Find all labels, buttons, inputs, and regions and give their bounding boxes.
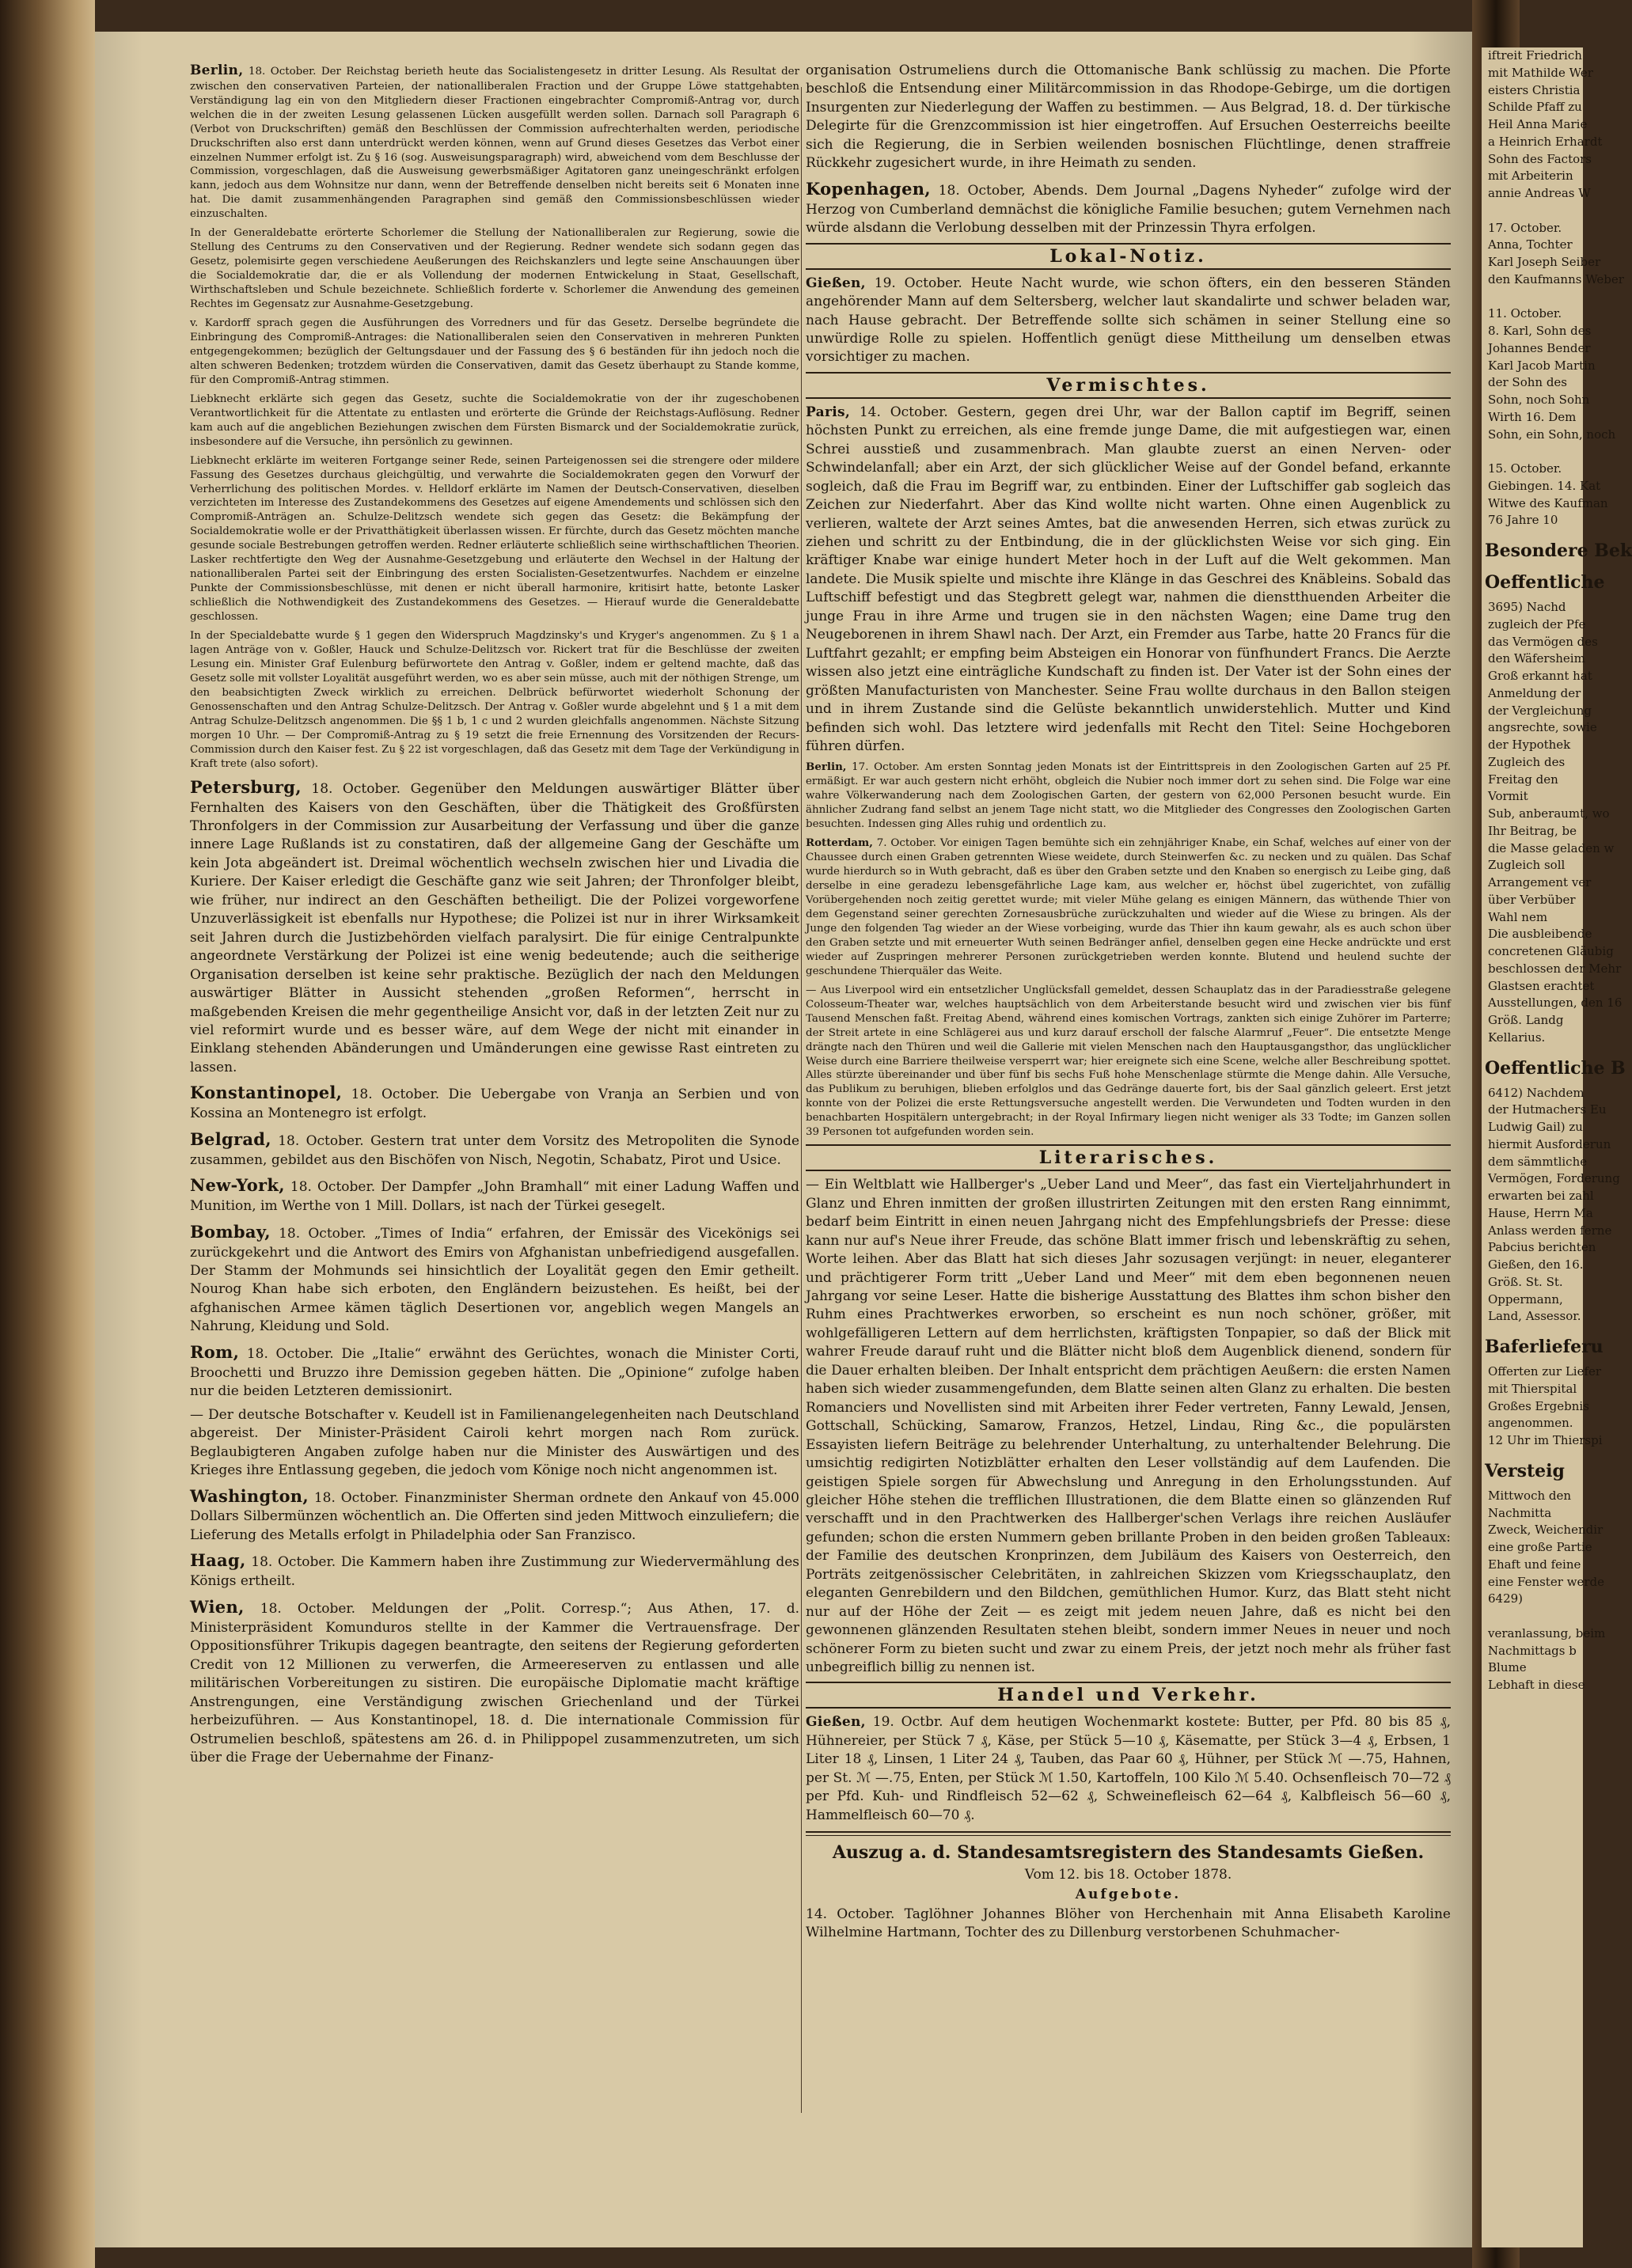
facing-page-line: den Kaufmanns Weber xyxy=(1488,271,1624,286)
facing-page-line: Offerten zur Liefer xyxy=(1488,1364,1602,1379)
facing-page-line: annie Andreas W xyxy=(1488,186,1591,200)
facing-page-line: concretenen Gläubig xyxy=(1488,944,1614,958)
article-paris: Paris, 14. October. Gestern, gegen drei Uhr, war der Ballon captif im Begriff, seinen höchsten Punkt zu erreichen, als eine fremde junge Dame, die mit aufgestiegen war, einen Schrei ausstieß und zusammenbrach. Man glaubte zuerst an einen Nerven- oder Schwindelanfall; aber ein Arzt, der sich glücklicher Weise auf der Gondel befand, erkannte sogleich, daß die Frau im Begriff war, zu entbinden. Einer der Luftschiffer gab sogleich das Zeichen zur Niederfahrt. Aber das Kind wollte nicht warten. Ohne einen Augenblick zu verlieren, waltete der Arzt seines Amtes, bat die anwesenden Herren, sich etwas zurück zu ziehen und schritt zu der Entbindung, die in der glücklichsten Weise vor sich ging. Ein kräftiger Knabe war einige hundert Meter hoch in der Luft auf die Welt gekommen. Man landete. Die Musik spielte und mischte ihre Klänge in das Geschrei des Knäbleins. Sobald das Luftschiff befestigt und das Stegbrett gelegt war, nahmen die dienstthuenden Arbeiter die junge Frau in ihre Arme und trugen sie in den nächsten Wagen; eine Dame trug den Neugeborenen in ihrem Shawl nach. Der Arzt, ein Fremder aus Tarbe, hatte 20 Francs für die Luftfahrt gezahlt; er empfing beim Absteigen ein Honorar von fünfhundert Francs. Die Aerzte wissen also jetzt eine einträgliche Kundschaft zu finden ist. Der Vater ist der Sohn eines der größten Manufacturisten von Manchester. Seine Frau wollte durchaus in den Ballon steigen und in ihrem Zustande sind die Gelüste bekanntlich unwiderstehlich. Mutter und Kind befinden sich wohl. Das letztere wird jedenfalls mit Recht den Titel: Seine Hochgeboren führen dürfen. xyxy=(806,404,1452,755)
facing-page-line: der Hypothek xyxy=(1488,738,1571,752)
facing-page-line: erwarten bei zahl xyxy=(1488,1189,1594,1203)
facing-page-line: Schilde Pfaff zu xyxy=(1488,100,1582,115)
registry-period: Vom 12. bis 18. October 1878. xyxy=(1024,1867,1232,1883)
left-column xyxy=(190,62,799,2230)
facing-page-line: Vormit xyxy=(1488,789,1528,804)
article-berlin-p5: Liebknecht erklärte im weiteren Fortgange seiner Rede, seinen Parteigenossen sei die strengere oder mildere Fassung des Gesetzes durchaus gleichgültig, und verwahrte die Socialdemokraten gegen den Vorwurf der Verherrlichung des politischen Mordes. v. Helldorf erklärte im Namen der Deutsch-Conservativen, dieselben verzichteten im Interesse des Zustandekommens des Gesetzes auf eigene Amendements und schlössen sich den Compromiß-Anträgen an. Schulze-Delitzsch wendete sich gegen das Gesetz: die Bekämpfung der Socialdemokratie wolle er der Privatthätigkeit überlassen wissen. Er fürchte, durch das Gesetz möchten manche gesunde sociale Bestrebungen getroffen werden. Redner erläuterte schließlich seine wirthschaftlichen Theorien. Lasker rechtfertigte den Weg der Ausnahme-Gesetzgebung und erläuterte den Wechsel in der Haltung der nationalliberalen Partei seit der Einbringung des ersten Socialisten-Gesetzentwurfes. Nachdem er einzelne Punkte der Commissionsbeschlüsse, mit denen er nicht überall harmonire, kritisirt hatte, betonte Lasker schließlich die Nothwendigkeit des Zustandekommens des Gesetzes. — Hierauf wurde die Generaldebatte geschlossen. xyxy=(190,454,799,624)
facing-page-line: Größ. St. St. xyxy=(1488,1274,1563,1289)
facing-page-line: 6429) xyxy=(1488,1591,1524,1606)
facing-page-line: eine große Partie xyxy=(1488,1540,1592,1554)
facing-page-line: zugleich der Pfe xyxy=(1488,616,1586,631)
article-kopenhagen: Kopenhagen, 18. October, Abends. Dem Journal „Dagens Nyheder“ zufolge wird der Herzog von Cumberland demnächst die königliche Familie besuchen; gutem Vernehmen nach würde alsdann die Verlobung desselben mit der Prinzessin Thyra erfolgen. xyxy=(806,178,1451,237)
dateline-newyork: New-York, xyxy=(190,1175,285,1196)
facing-page-line: Anna, Tochter xyxy=(1488,237,1573,252)
article-liverpool: — Aus Liverpool wird ein entsetzlicher Unglücksfall gemeldet, dessen Schauplatz das in der Paradiesstraße gelegene Colosseum-Theater war, welches hauptsächlich von dem Arbeiterstande besucht wird und zwischen vier bis fünf Tausend Menschen faßt. Freitag Abend, während eines komischen Vortrags, zankten sich einige Zuhörer im Parterre; der Streit artete in eine Schlägerei aus und kurz darauf erscholl der falsche Alarmruf „Feuer“. Die entsetzte Menge drängte nach den Thüren und weil die Gallerie mit vielen Menschen nach den Hauptausgangsthor, das unglücklicher Weise durch eine Barriere theilweise versperrt war; hier ereignete sich eine Scene, welche aller Beschreibung spottet. Alles stürzte übereinander und über fünf bis sechs Fuß hohe Menschenlage stürmte die Menge dahin. Alle Versuche, das Publikum zu beruhigen, blieben erfolglos und das Gedränge dauerte fort, bis der Saal gänzlich geleert. Erst jetzt konnte von der Polizei die erste Rettungsversuche angestellt werden. Die Verwundeten und Todten wurden in den benachbarten Hospitälern untergebracht; in der Royal Infirmary liegen nicht weniger als 33 Todte; im Ganzen sollen 39 Personen tot aufgefunden worden sein. xyxy=(806,984,1451,1139)
facing-page-line: Freitag den xyxy=(1488,772,1558,787)
article-berlin-p3: v. Kardorff sprach gegen die Ausführungen des Vorredners und für das Gesetz. Derselbe begründete die Einbringung des Compromiß-Antrages: die Nationalliberalen seien den Conservativen in mehreren Punkten entgegengekommen; bezüglich der Geltungsdauer und der Fassung des § 6 beständen für ihn jedoch noch die alten schweren Bedenken; trotzdem würden die Conservativen, damit das Gesetz überhaupt zu Stande komme, für den Compromiß-Antrag stimmen. xyxy=(190,317,799,386)
facing-page-line: den Wäfersheim xyxy=(1488,651,1585,666)
facing-page-line: eisters Christia xyxy=(1488,82,1581,97)
facing-page-heading: Oeffentliche B xyxy=(1485,1057,1626,1079)
facing-page-line: Wahl nem xyxy=(1488,909,1548,924)
facing-page-line: veranlassung, beim xyxy=(1488,1625,1606,1640)
facing-page-line: Hause, Herrn Ma xyxy=(1488,1205,1593,1220)
facing-page-line: a Heinrich Erhardt xyxy=(1488,134,1603,149)
section-heading-lokal: Lokal-Notiz. xyxy=(806,243,1451,270)
facing-page-line: Blume xyxy=(1488,1660,1527,1675)
article-washington: Washington, 18. October. Finanzminister Sherman ordnete den Ankauf von 45.000 Dollars Silbermünzen wöchentlich an. Die Offerten sind jeden Mittwoch einzuliefern; die Lieferung des Metalls erfolgt in Philadelphia oder San Franzisco. xyxy=(190,1485,799,1543)
facing-page-line: mit Arbeiterin xyxy=(1488,169,1573,184)
article-haag: Haag, 18. October. Die Kammern haben ihre Zustimmung zur Wiedervermählung des Königs ertheilt. xyxy=(190,1550,800,1590)
dateline-rom: Rom, xyxy=(190,1341,240,1362)
facing-page-line: das Vermögen des xyxy=(1488,634,1598,649)
section-heading-literarisches: Literarisches. xyxy=(806,1144,1451,1171)
facing-page-line: der Vergleichung xyxy=(1488,703,1592,718)
dateline-berlin-zoo: Berlin, xyxy=(806,760,847,774)
facing-page-line: Sub, anberaumt, wo xyxy=(1488,806,1610,821)
dateline-belgrad: Belgrad, xyxy=(190,1128,271,1149)
facing-page-line: Die ausbleibende xyxy=(1488,927,1592,942)
dateline-paris: Paris, xyxy=(806,404,851,420)
article-berlin-p4: Liebknecht erklärte sich gegen das Gesetz, suchte die Socialdemokratie von der ihr zugeschobenen Verantwortlichkeit für die Attentate zu entlasten und erörterte die Gründe der Reichstags-Auflösung. Redner kam auch auf die angeblichen Beziehungen zwischen dem Fürsten Bismarck und der Socialdemokratie zurück, insbesondere auf die Versuche, ihn persönlich zu gewinnen. xyxy=(190,393,799,448)
dateline-kopenhagen: Kopenhagen, xyxy=(806,178,931,199)
facing-page-line: Oppermann, xyxy=(1488,1291,1563,1307)
facing-page-text-block xyxy=(1482,599,1623,1047)
facing-page-line xyxy=(1488,1608,1583,1625)
article-bombay: Bombay, 18. October. „Times of India“ erfahren, der Emissär des Vicekönigs sei zurückgekehrt und die Antwort des Emirs von Afghanistan unbefriedigend ausgefallen. Der Stamm der Mohmunds sei hinsichtlich der Loyalität gegen den Emir getheilt. Nourog Khan habe sich erboten, den Engländern beizustehen. Es heißt, bei der afghanischen Armee kämen täglich Desertionen vor, angeblich wegen Mangels an Nahrung, Kleidung und Sold. xyxy=(190,1221,800,1335)
facing-page-line: Mittwoch den xyxy=(1488,1488,1572,1503)
dateline-bombay: Bombay, xyxy=(190,1221,271,1242)
facing-page-line: Giebingen. 14. Kat xyxy=(1488,478,1601,493)
book-binding-left xyxy=(0,0,95,2268)
article-wien: Wien, 18. October. Meldungen der „Polit. Corresp.“; Aus Athen, 17. d. Ministerpräsident Komunduros stellte in der Kammer die Vertrauensfrage. Der Oppositionsführer Trikupis dagegen beantragte, den seitens der Regierung geforderten Credit von 12 Millionen zu verwerfen, die Armeereserven zu entlassen und alle militärischen Vorbereitungen zu sistiren. Die europäische Diplomatie macht kräftige Anstrengungen, eine Verständigung zwischen Griechenland und der Türkei herbeizuführen. — Aus Konstantinopel, 18. d. Die internationale Commission für Ostrumelien beschloß, spätestens am 26. d. in Philippopel zusammenzutreten, um sich über die Frage der Uebernahme der Finanz- xyxy=(190,1596,799,1765)
facing-page-line: Pabcius berichten xyxy=(1488,1240,1596,1255)
article-rotterdam: Rotterdam, 7. October. Vor einigen Tagen bemühte sich ein zehnjähriger Knabe, ein Schaf, welches auf einer von der Chaussee durch einen Graben getrennten Wiese weidete, durch Steinwerfen &c. zu necken und zu quälen. Das Schaf wurde hierdurch so in Wuth gebracht, daß es über den Graben setzte und den Knaben so energisch zu Leibe ging, daß derselbe in eine geradezu lebensgefährliche Lage kam, aus welcher er, höchst übel zugerichtet, von zufällig Vorübergehenden noch zeitig gerettet wurde; mit vieler Mühe gelang es einigen Männern, das wüthende Thier von dem Gegenstand seiner gerechten Zornesausbrüche zurückzuhalten und wieder auf die Wiese zu bringen. Als der Junge den folgenden Tag wieder an der Wiese vorbeiging, wurde das Thier ihn kaum gewahr, als es auch schon über den Graben setzte und mit erneuerter Wuth seinen Bedränger anfiel, denselben gegen eine Hecke andrückte und erst wieder auf Zuspringen mehrerer Personen zurückgetrieben werden konnte. Blutend und heulend suchte der geschundene Thierquäler das Weite. xyxy=(806,836,1451,977)
facing-page-line: 76 Jahre 10 xyxy=(1488,513,1558,528)
facing-page-line: Zugleich des xyxy=(1488,754,1566,769)
facing-page-line: die Masse geladen w xyxy=(1488,840,1615,855)
facing-page-line: Zugleich soll xyxy=(1488,858,1566,873)
section-rule xyxy=(806,1831,1451,1836)
facing-page-line: Ludwig Gail) zu xyxy=(1488,1120,1583,1134)
dateline-rotterdam: Rotterdam, xyxy=(806,836,873,850)
dateline-haag: Haag, xyxy=(190,1550,246,1571)
facing-page-line: 12 Uhr im Thierspi xyxy=(1488,1433,1603,1447)
facing-page-line: Sohn, noch Sohn xyxy=(1488,393,1590,407)
facing-page-line: Karl Joseph Seiber xyxy=(1488,255,1601,269)
article-berlin-p6: In der Specialdebatte wurde § 1 gegen den Widerspruch Magdzinsky's und Kryger's angenommen. Zu § 1 a lagen Anträge von v. Goßler, Hauck und Schulze-Delitzsch vor. Rickert trat für die Beschlüsse der zweiten Lesung ein. Minister Graf Eulenburg befürwortete den Antrag v. Goßler, indem er geltend machte, daß das Gesetz solle mit vollster Loyalität ausgeführt werden, wo es aber sein müsse, auch mit der nöthigen Strenge, um den beabsichtigten Zweck wirklich zu erreichen. Delbrück befürwortet wiederholt Schonung der Genossenschaften und den Antrag Schulze-Delitzsch. Der Antrag v. Goßler wurde abgelehnt und § 1 a mit dem Antrag Schulze-Delitzsch angenommen. Die §§ 1 b, 1 c und 2 wurden gleichfalls angenommen. Nächste Sitzung morgen 10 Uhr. — Der Compromiß-Antrag zu § 19 setzt die freie Ernennung des Vorsitzenden der Recurs-Commission durch den Kaiser fest. Zu § 22 ist vorgeschlagen, daß das Gesetz mit dem Tage der Verkündigung in Kraft trete (also sofort). xyxy=(190,630,799,770)
facing-page-line: der Sohn des xyxy=(1488,375,1567,390)
facing-page-line: angenommen. xyxy=(1488,1416,1573,1431)
facing-page-line: Ehaft und feine xyxy=(1488,1557,1581,1572)
facing-page-line: Anlass werden ferne xyxy=(1488,1223,1612,1238)
article-konstantinopel: Konstantinopel, 18. October. Die Uebergabe von Vranja an Serbien und von Kossina an Montenegro ist erfolgt. xyxy=(190,1083,800,1122)
facing-page-line: Gießen, den 16. xyxy=(1488,1257,1584,1272)
facing-page-line: Nachmitta xyxy=(1488,1505,1552,1520)
dateline-petersburg: Petersburg, xyxy=(190,776,302,797)
facing-page-line: iftreit Friedrich xyxy=(1488,48,1582,63)
facing-page-heading: Oeffentliche xyxy=(1485,572,1605,593)
facing-page-line: 8. Karl, Sohn des xyxy=(1488,324,1592,338)
right-column xyxy=(806,62,1451,2230)
facing-page-line: Karl Jacob Martin xyxy=(1488,358,1596,373)
facing-page-line: Heil Anna Marie xyxy=(1488,117,1588,131)
facing-page-line: Ihr Beitrag, be xyxy=(1488,823,1577,838)
facing-page-line xyxy=(1488,289,1583,306)
facing-page-line: hiermit Ausforderun xyxy=(1488,1136,1611,1151)
facing-page-line: Land, Assessor. xyxy=(1488,1309,1581,1324)
facing-page-line: beschlossen der Mehr xyxy=(1488,961,1622,976)
facing-page-line: mit Mathilde Wer xyxy=(1488,65,1593,80)
facing-page-line: Größ. Landg xyxy=(1488,1013,1564,1027)
article-continuation: organisation Ostrumeliens durch die Ottomanische Bank schlüssig zu machen. Die Pforte beschloß die Entsendung einer Militärcommission in das Rhodope-Gebirge, um die dortigen Insurgenten zur Niederlegung der Waffen zu bestimmen. — Aus Belgrad, 18. d. Der türkische Delegirte für die Grenzcommission ist hier eingetroffen. Auf Ersuchen Oesterreichs beeilte sich die Regierung, die in Serbien weilenden bosnischen Flüchtlinge, denen straffreie Rückkehr zugesichert wurde, in ihre Heimath zu senden. xyxy=(806,63,1451,172)
facing-page-line xyxy=(1488,203,1583,220)
article-rom-p2: — Der deutsche Botschafter v. Keudell ist in Familienangelegenheiten nach Deutschland abgereist. Der Minister-Präsident Cairoli kehrt morgen nach Rom zurück. Beglaubigteren Angaben zufolge haben nur die Minister des Auswärtigen und des Krieges ihre Entlassung gegeben, die jedoch vom Könige noch nicht angenommen ist. xyxy=(190,1406,799,1479)
facing-page-line: Witwe des Kaufman xyxy=(1488,495,1608,510)
facing-page-line: 17. October. xyxy=(1488,220,1562,235)
facing-page-line: Wirth 16. Dem xyxy=(1488,409,1577,424)
facing-page-line: Lebhaft in diese xyxy=(1488,1678,1585,1692)
facing-page-line: Großes Ergebnis xyxy=(1488,1398,1589,1413)
facing-page-line: Groß erkannt hat xyxy=(1488,669,1592,683)
facing-page-line: Johannes Bender xyxy=(1488,340,1591,355)
registry-subheading: Aufgebote. xyxy=(1075,1886,1182,1902)
section-heading-vermischtes: Vermischtes. xyxy=(806,372,1451,399)
facing-page-line: Kellarius. xyxy=(1488,1030,1546,1045)
facing-page-line: Arrangement ver xyxy=(1488,875,1592,889)
dateline-giessen: Gießen, xyxy=(806,275,866,291)
facing-page-line: über Verbüber xyxy=(1488,892,1576,907)
facing-page-line: Glastsen erachtet xyxy=(1488,978,1595,993)
article-berlin-p2: In der Generaldebatte erörterte Schorlemer die Stellung der Nationalliberalen zur Regierung, sowie die Stellung des Centrums zu den Conservativen und der Regierung. Redner wendete sich sodann gegen das Gesetz, polemisirte gegen verschiedene Aeußerungen des Reichskanzlers und legte seine Anschauungen über die Socialdemokratie dar, die er als Vollendung der modernen Entwickelung in Staat, Gesellschaft, Wirthschaftsleben und Schule bezeichnete. Schließlich forderte v. Schorlemer die Anwendung des gemeinen Rechtes im Gegensatz zur Ausnahme-Gesetzgebung. xyxy=(190,227,799,311)
facing-page-line: Nachmittags b xyxy=(1488,1643,1577,1658)
facing-page-line: der Hutmachers Eu xyxy=(1488,1102,1607,1117)
article-berlin-zoo: Berlin, 17. October. Am ersten Sonntag jeden Monats ist der Eintrittspreis in den Zoologischen Garten auf 25 Pf. ermäßigt. Er war auch gestern nicht erhöht, obgleich die Nubier noch immer dort zu sehen sind. Die Folge war eine wahre Völkerwanderung nach dem Zoologischen Garten, der gestern von 62,000 Personen besucht wurde. Ein ähnlicher Zudrang fand selbst an jenem Tage nicht statt, wo die Mitglieder des Congresses den Zoologischen Garten besuchten. Indessen ging Alles ruhig und ordentlich zu. xyxy=(806,760,1452,831)
article-newyork: New-York, 18. October. Der Dampfer „John Bramhall“ mit einer Ladung Waffen und Munition, im Werthe von 1 Mill. Dollars, ist nach der Türkei gesegelt. xyxy=(190,1175,800,1215)
facing-page-line: 11. October. xyxy=(1488,306,1562,321)
facing-page-line: Vermögen, Forderung xyxy=(1488,1171,1620,1186)
article-handel: Gießen, 19. Octbr. Auf dem heutigen Wochenmarkt kostete: Butter, per Pfd. 80 bis 85 ₰, Hühnereier, per Stück 7 ₰, Käse, per Stück 5—10 ₰, Käsematte, per Stück 3—4 ₰, Erbsen, 1 Liter 18 ₰, Linsen, 1 Liter 24 ₰, Tauben, das Paar 60 ₰, Hühner, per Stück ℳ —.75, Hahnen, per St. ℳ —.75, Enten, per Stück ℳ 1.50, Kartoffeln, 100 Kilo ℳ 5.40. Ochsenfleisch 70—72 ₰ per Pfd. Kuh- und Rindfleisch 52—62 ₰, Schweinefleisch 62—64 ₰, Kalbfleisch 56—60 ₰, Hammelfleisch 60—70 ₰. xyxy=(806,1714,1452,1823)
article-rom: Rom, 18. October. Die „Italie“ erwähnt des Gerüchtes, wonach die Minister Corti, Broochetti und Bruzzo ihre Demission gegeben hätten. Die „Opinione“ zufolge haben nur die beiden Letzteren demissionirt. xyxy=(190,1341,800,1400)
facing-page-text-block xyxy=(1482,1085,1620,1326)
article-literarisches: — Ein Weltblatt wie Hallberger's „Ueber Land und Meer“, das fast ein Vierteljahrhundert in Glanz und Ehren inmitten der großen illustrirten Zeitungen mit den ersten Rang einnimmt, bedarf beim Eintritt in einen neuen Jahrgang nicht des Empfehlungsbriefs der Presse: diese kann nur auf's Neue ihrer Freude, das schöne Blatt immer frisch und lebenskräftig zu sehen, Worte leihen. Aber das Blatt hat sich dieses Jahr sozusagen verjüngt: in neuer, eleganterer und prächtigerer Form tritt „Ueber Land und Meer“ mit dem eben begonnenen neuen Jahrgang vor seine Leser. Hatte die bisherige Ausstattung des Blattes ihm schon bisher den Ruhm eines Prachtwerkes erworben, so erscheint es nun noch schöner, größer, mit wohlgefälligeren Lettern auf dem herrlichsten, kräftigsten Tonpapier, so daß der Blick mit wahrer Freude darauf ruht und die Blätter nicht bloß dem Augenblick dienend, sondern für die Dauer erhalten bleiben. Der Inhalt entspricht dem prächtigen Aeußern: die ersten Namen haben sich wieder zusammengefunden, dem Blatte seinen alten Glanz zu erhalten. Die besten Romanciers und Novellisten sind mit Arbeiten ihrer Feder vertreten, Fanny Lewald, Jensen, Gottschall, Schücking, Samarow, Franzos, Hetzel, Lindau, Ring &c., die populärsten Essayisten liefern Beiträge zu belehrender Unterhaltung, zu unterhaltender Belehrung. Die umsichtig redigirten Notizblätter erhalten den Leser vollständig auf dem Laufenden. Die geistigen Spiele sorgen für Abwechslung und Anregung in den Erholungsstunden. Auf gleicher Höhe stehen die trefflichen Illustrationen, die dem Blatte einen so glänzenden Ruf verschafft und in den Prachtwerken des Hallberger'schen Verlags ihre reichen Ausläufer gefunden; schon die ersten Nummern geben brillante Proben in den beiden großen Tableaux: der Familie des deutschen Kronprinzen, dem Jubiläum des Kaisers von Oesterreich, den Porträts zeitgenössischer Celebritäten, in zahlreichen Skizzen vom Kriegsschauplatz, den eleganten Genrebildern und den Bildchen, gemüthlichen Humor. Kurz, das Blatt steht nicht nur auf der Höhe der Zeit — es zeigt mit jedem neuen Jahre, daß es nicht bei den gewonnenen glänzenden Resultaten stehen bleibt, sondern immer Neues in neuer und noch schönerer Form zu bieten sucht und zwar zu einem Preis, der jetzt noch mehr als früher fast unbegreiflich billig zu nennen ist. xyxy=(806,1177,1451,1676)
facing-page-line: Sohn, ein Sohn, noch xyxy=(1488,427,1616,442)
facing-page-line: 3695) Nachd xyxy=(1488,600,1566,614)
facing-page-text-block xyxy=(1482,47,1624,529)
facing-page-fragment xyxy=(1482,47,1632,2247)
facing-page-heading: Versteig xyxy=(1485,1460,1565,1481)
dateline-washington: Washington, xyxy=(190,1485,309,1506)
facing-page-line: 15. October. xyxy=(1488,461,1562,476)
article-lokal: Gießen, 19. October. Heute Nacht wurde, wie schon öfters, ein den besseren Ständen angehörender Mann auf dem Seltersberg, welcher laut skandalirte und schwer beladen war, nach Hause gebracht. Der Betreffende sollte sich schämen in seiner Stellung eine so unwürdige Rolle zu spielen. Hoffentlich genügt diese Mittheilung um denselben etwas vorsichtiger zu machen. xyxy=(806,275,1452,366)
article-petersburg: Petersburg, 18. October. Gegenüber den Meldungen auswärtiger Blätter über Fernhalten des Kaisers von den Geschäften, über die Thätigkeit des Großfürsten Thronfolgers in der Commission zur Ausarbeitung der Verfassung und über die ganze innere Lage Rußlands ist zu constatiren, daß der allgemeine Gang der Geschäfte um kein Jota abgeändert ist. Dreimal wöchentlich wechseln zwischen hier und Livadia die Kuriere. Der Kaiser erledigt die Geschäfte ganz wie seit Jahren; der Thronfolger bleibt, wie früher, nur indirect an den Geschäften betheiligt. Die der Polizei vorgeworfene Unzuverlässigkeit ist ebenfalls nur Hypothese; die Polizei ist nur in ihrer Wirksamkeit seit Jahren durch die Justizbehörden vielfach paralysirt. Die für einige Centralpunkte angeordnete Verstärkung der Polizei ist eine wenig bedeutende; auch die seitherige Organisation derselben ist keine sehr praktische. Bezüglich der nach den Meldungen auswärtiger Blätter in Aussicht stehenden „großen Reformen“, herrscht in maßgebenden Kreisen die mehr gegentheilige Ansicht vor, daß in der letzten Zeit nur zu viel reformirt wurde und es besser wäre, auf dem Wege der nicht mit einander in Einklang stehenden Abänderungen und Umänderungen eine gewisse Rast eintreten zu lassen. xyxy=(190,776,799,1075)
facing-page-line xyxy=(1488,443,1583,461)
facing-page-text-block xyxy=(1482,1488,1606,1694)
article-belgrad: Belgrad, 18. October. Gestern trat unter dem Vorsitz des Metropoliten die Synode zusammen, gebildet aus den Bischöfen von Nisch, Negotin, Schabatz, Pirot und Usice. xyxy=(190,1128,800,1168)
section-heading-handel: Handel und Verkehr. xyxy=(806,1682,1451,1709)
facing-page-line: eine Fenster werde xyxy=(1488,1574,1605,1589)
column-divider xyxy=(801,87,802,2113)
facing-page-line: dem sämmtliche xyxy=(1488,1154,1588,1169)
facing-page-line: Sohn des Factors xyxy=(1488,151,1592,166)
facing-page-line: Anmeldung der xyxy=(1488,685,1581,700)
facing-page-line: 6412) Nachdem xyxy=(1488,1085,1585,1100)
registry-entry: 14. October. Taglöhner Johannes Blöher von Herchenhain mit Anna Elisabeth Karoline Wilhelmine Hartmann, Tochter des zu Dillenburg verstorbenen Schuhmacher- xyxy=(806,1906,1451,1941)
registry-heading: Auszug a. d. Standesamtsregistern des Standesamts Gießen. xyxy=(832,1842,1425,1864)
dateline-berlin: Berlin, xyxy=(190,63,244,78)
article-berlin: Berlin, 18. October. Der Reichstag berieth heute das Socialistengesetz in dritter Lesung. Als Resultat der zwischen den conservativen Parteien, der nationalliberalen Fraction und der Gruppe Löwe stattgehabten Verständigung lag ein von den Mitgliedern dieser Fractionen eingebrachter Compromiß-Antrag vor, durch welchen die in der zweiten Lesung gelassenen Lücken ausgefüllt werden sollen. Darnach soll Paragraph 6 (Verbot von Druckschriften) gemäß den Beschlüssen der Commission aufrechterhalten werden, periodische Druckschriften also erst dann unterdrückt werden können, wenn auf Grund dieses Gesetzes das Verbot einer einzelnen Nummer erfolgt ist. Zu § 16 (sog. Ausweisungsparagraph) wird, abweichend vom dem Beschlusse der Commission, vorgeschlagen, daß die Ausweisung gewerbsmäßiger Agitatoren ganz uneingeschränkt erfolgen kann, jedoch aus dem Wohnsitze nur dann, wenn der Betreffende denselben nicht bereits seit 6 Monaten inne hat. Die damit zusammenhängenden Paragraphen sind gemäß den Commissionsbeschlüssen wieder einzuschalten. xyxy=(190,63,799,221)
facing-page-line: mit Thierspital xyxy=(1488,1381,1577,1396)
dateline-konstantinopel: Konstantinopel, xyxy=(190,1083,343,1103)
facing-page-heading: Besondere Bek xyxy=(1485,540,1632,561)
facing-page-line: Ausstellungen, den 16 xyxy=(1488,996,1623,1011)
facing-page-heading: Baferlieferu xyxy=(1485,1337,1604,1357)
dateline-giessen-market: Gießen, xyxy=(806,1714,866,1731)
dateline-wien: Wien, xyxy=(190,1596,245,1617)
facing-page-text-block xyxy=(1482,1363,1603,1450)
facing-page-line: Zweck, Weichendir xyxy=(1488,1523,1604,1538)
facing-page-line: angsrechte, sowie xyxy=(1488,720,1597,735)
